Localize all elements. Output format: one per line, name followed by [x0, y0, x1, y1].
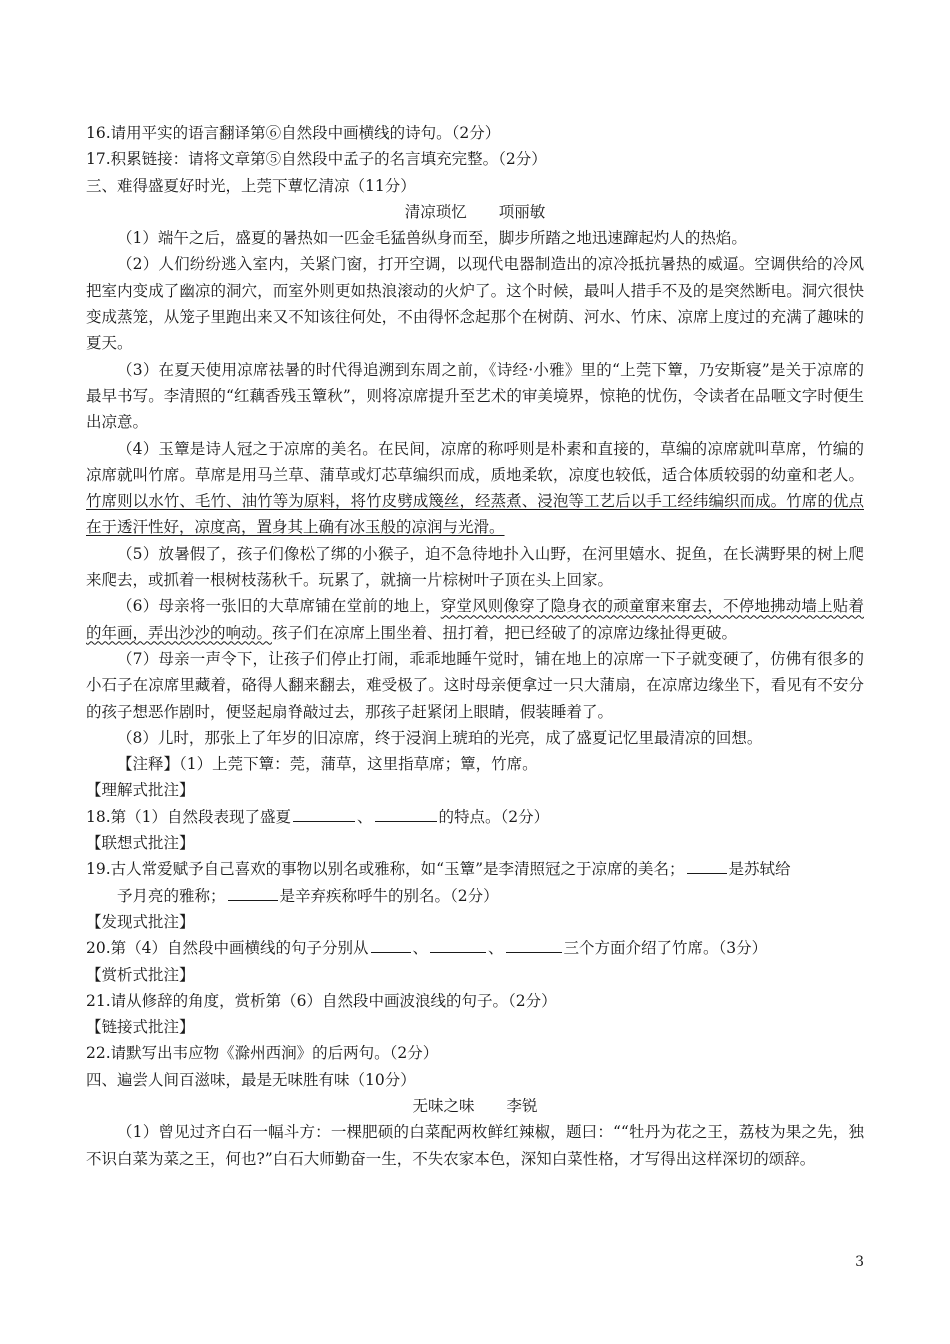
- question-19-line-2: 予月亮的雅称； 是辛弃疾称呼牛的别名。（2分）: [117, 886, 499, 905]
- passage-2-paragraph-1: （1）曾见过齐白石一幅斗方：一棵肥硕的白菜配两枚鲜红辣椒，题曰：““牡丹为花之王，荔枝为果之先，独不识白菜为菜之王，何也?”白石大师勤奋一生，不失农家本色，深知白菜性格，才写得出这样深切的颂辞。: [86, 1123, 864, 1168]
- passage-1-paragraph-7: （7）母亲一声令下，让孩子们停止打闹，乖乖地睡午觉时，铺在地上的凉席一下子就变硬了，仿佛有很多的小石子在凉席里藏着，硌得人翻来翻去，难受极了。这时母亲便拿过一只大蒲扇，在凉席边缘坐下，看见有不安分的孩子想恶作剧时，便竖起扇脊敲过去，那孩子赶紧闭上眼睛，假装睡着了。: [86, 649, 864, 721]
- passage-1-title: 清凉琐忆: [404, 202, 467, 221]
- passage-1-paragraph-8: （8）儿时，那张上了年岁的旧凉席，终于浸润上琥珀的光亮，成了盛夏记忆里最清凉的回想。: [117, 728, 763, 747]
- annotation-label-understanding: 【理解式批注】: [86, 781, 195, 800]
- annotation-label-link: 【链接式批注】: [86, 1018, 195, 1037]
- annotation-label-association: 【联想式批注】: [86, 834, 195, 853]
- passage-2-author: 李锐: [506, 1096, 538, 1115]
- answer-blank[interactable]: [506, 937, 562, 953]
- question-18: 18.第（1）自然段表现了盛夏 、 的特点。（2分）: [86, 807, 550, 826]
- question-16: 16.请用平实的语言翻译第⑥自然段中画横线的诗句。（2分）: [86, 124, 501, 142]
- passage-1-note: 【注释】（1）上莞下簟：莞，蒲草，这里指草席；簟，竹席。: [117, 755, 538, 774]
- question-21: 21.请从修辞的角度，赏析第（6）自然段中画波浪线的句子。（2分）: [86, 991, 557, 1010]
- passage-1-paragraph-4: [86, 436, 864, 541]
- paragraph-4-underlined-sentence: 竹席则以水竹、毛竹、油竹等为原料，将竹皮劈成篾丝，经蒸煮、浸泡等工艺后以手工经纬编织而成。竹席的优点在于透汗性好，凉度高，置身其上确有冰玉般的凉润与光滑。: [86, 492, 864, 537]
- paragraph-4-text: （4）玉簟是诗人冠之于凉席的美名。在民间，凉席的称呼则是朴素和直接的，草编的凉席就叫草席，竹编的凉席就叫竹席。草席是用马兰草、蒲草或灯芯草编织而成，质地柔软，凉度也较低，适合体质较弱的幼童和老人。: [86, 439, 864, 484]
- annotation-label-appreciation: 【赏析式批注】: [86, 965, 195, 984]
- question-17: 17.积累链接：请将文章第⑤自然段中孟子的名言填充完整。（2分）: [86, 150, 547, 169]
- passage-1-paragraph-2: （2）人们纷纷逃入室内，关紧门窗，打开空调，以现代电器制造出的凉冷抵抗暑热的威逼。空调供给的冷风把室内变成了幽凉的洞穴，而室外则更如热浪滚动的火炉了。这个时候，最叫人措手不及的是突然断电。洞穴很快变成蒸笼，从笼子里跑出来又不知该往何处，不由得怀念起那个在树荫、河水、竹床、凉席上度过的充满了趣味的夏天。: [86, 255, 864, 353]
- question-20: 20.第（4）自然段中画横线的句子分别从 、 、 三个方面介绍了竹席。（3分）: [86, 939, 768, 958]
- paragraph-6-text-end: 孩子们在凉席上围坐着、扭打着，把已经破了的凉席边缘扯得更破。: [272, 623, 738, 642]
- passage-1-author: 项丽敏: [498, 202, 546, 221]
- passage-1-paragraph-1: （1）端午之后，盛夏的暑热如一匹金毛猛兽纵身而至，脚步所踏之地迅速蹿起灼人的热焰。: [117, 229, 747, 248]
- answer-blank[interactable]: [687, 858, 727, 874]
- section-4-heading: 四、遍尝人间百滋味，最是无味胜有味（10分）: [86, 1070, 416, 1089]
- annotation-label-discovery: 【发现式批注】: [86, 912, 195, 931]
- passage-1-paragraph-3: （3）在夏天使用凉席祛暑的时代得追溯到东周之前，《诗经·小雅》里的“上莞下簟，乃安斯寝”是关于凉席的最早书写。李清照的“红藕香残玉簟秋”，则将凉席提升至艺术的审美境界，惊艳的忧伤，令读者在品咂文字时便生出凉意。: [86, 360, 864, 432]
- answer-blank[interactable]: [293, 806, 355, 822]
- passage-1-paragraph-5: （5）放暑假了，孩子们像松了绑的小猴子，迫不急待地扑入山野，在河里嬉水、捉鱼，在长满野果的树上爬来爬去，或抓着一根树枝荡秋千。玩累了，就摘一片棕树叶子顶在头上回家。: [86, 544, 864, 590]
- section-3-heading: 三、难得盛夏好时光，上莞下蕈忆清凉（11分）: [86, 176, 416, 195]
- paragraph-6-wavy-sentence: 穿堂风则像穿了隐身衣的顽童窜来窜去，不停地拂动墙上贴着的年画，弄出沙沙的响动。: [86, 597, 864, 642]
- paragraph-6-text-start: （6）母亲将一张旧的大草席铺在堂前的地上，: [117, 597, 441, 616]
- passage-2-title-line: [86, 1093, 864, 1119]
- answer-blank[interactable]: [375, 806, 437, 822]
- passage-1-title-line: [86, 199, 864, 225]
- passage-1-paragraph-6: [86, 593, 864, 646]
- question-19-line-1: 19.古人常爱赋予自己喜欢的事物以别名或雅称，如“玉簟”是李清照冠之于凉席的美名； 是苏轼给: [86, 860, 791, 879]
- answer-blank[interactable]: [371, 937, 411, 953]
- passage-2-title: 无味之味: [412, 1096, 475, 1115]
- answer-blank[interactable]: [228, 885, 278, 901]
- answer-blank[interactable]: [430, 937, 486, 953]
- question-22: 22.请默写出韦应物《滁州西涧》的后两句。（2分）: [86, 1044, 439, 1063]
- page-number: 3: [855, 1254, 864, 1270]
